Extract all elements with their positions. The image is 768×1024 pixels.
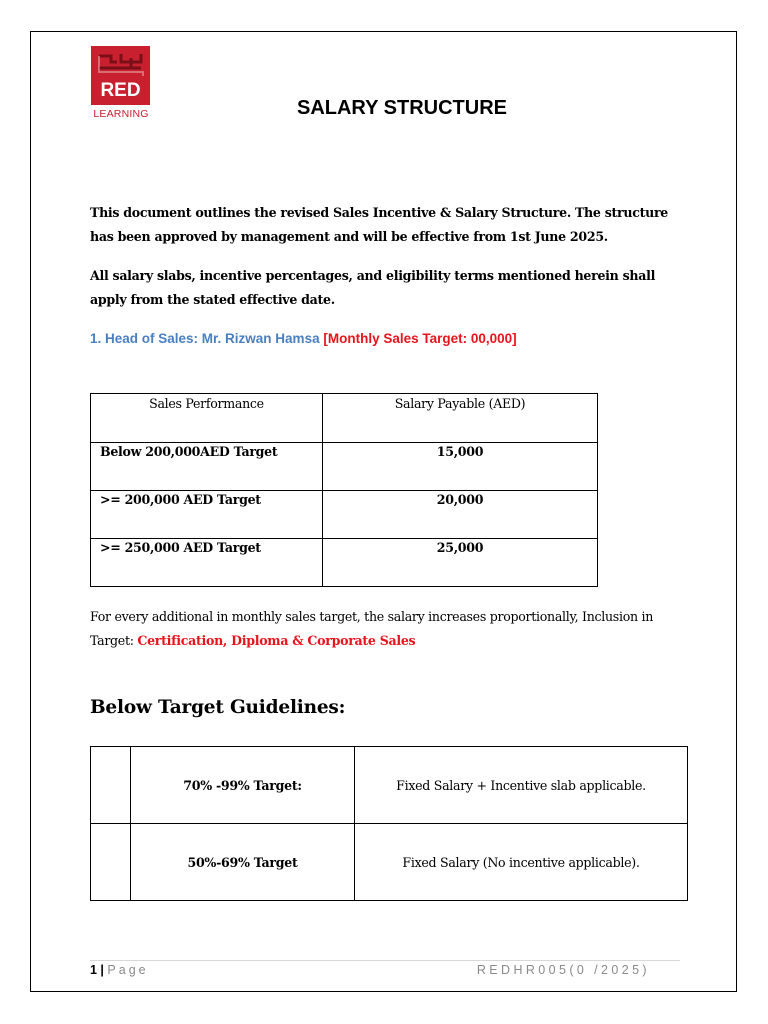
- blank-cell: [91, 747, 131, 824]
- table-row: [91, 539, 598, 587]
- table-header-row: [91, 394, 598, 443]
- footer-page-number: [90, 963, 149, 977]
- head-of-sales-label: 1. Head of Sales: Mr. Rizwan Hamsa: [90, 331, 320, 346]
- guidelines-table: [90, 746, 688, 901]
- rule-cell: Fixed Salary (No incentive applicable).: [355, 824, 688, 901]
- salary-cell: 15,000: [323, 443, 598, 491]
- table-row: [91, 491, 598, 539]
- table-row: [91, 443, 598, 491]
- performance-cell: >= 200,000 AED Target: [91, 491, 323, 539]
- column-header-salary: Salary Payable (AED): [323, 394, 598, 443]
- footer-divider: [90, 960, 680, 961]
- inclusion-note: [90, 605, 680, 653]
- target-range-cell: 50%-69% Target: [131, 824, 355, 901]
- salary-cell: 20,000: [323, 491, 598, 539]
- performance-cell: >= 250,000 AED Target: [91, 539, 323, 587]
- table-row: [91, 747, 688, 824]
- page-word: Page: [107, 963, 149, 977]
- page-title: SALARY STRUCTURE: [296, 97, 507, 119]
- head-of-sales-line: [90, 331, 690, 346]
- guidelines-heading: Below Target Guidelines:: [90, 697, 346, 718]
- intro-paragraph-1: This document outlines the revised Sales Incentive & Salary Structure. The structure has been approved by management and will be effective from 1st June 2025.: [90, 205, 669, 244]
- logo-red-text: RED: [100, 80, 141, 101]
- table-row: [91, 824, 688, 901]
- blank-cell: [91, 824, 131, 901]
- performance-cell: Below 200,000AED Target: [91, 443, 323, 491]
- monthly-target-label: [Monthly Sales Target: 00,000]: [323, 331, 517, 346]
- salary-table: [90, 393, 598, 587]
- intro-paragraph-2: All salary slabs, incentive percentages, and eligibility terms mentioned herein shall apply from the stated effective date.: [90, 268, 656, 307]
- target-range-cell: 70% -99% Target:: [131, 747, 355, 824]
- page-number: 1: [90, 963, 97, 977]
- logo-caption: LEARNING: [93, 108, 149, 120]
- salary-cell: 25,000: [323, 539, 598, 587]
- page-separator: |: [96, 963, 108, 977]
- inclusion-note-text: For every additional in monthly sales target, the salary increases proportionally, Inclusion in Target:: [90, 609, 654, 648]
- rule-cell: Fixed Salary + Incentive slab applicable.: [355, 747, 688, 824]
- column-header-performance: Sales Performance: [91, 394, 323, 443]
- inclusion-highlight: Certification, Diploma & Corporate Sales: [137, 633, 416, 648]
- document-code: REDHR005(0 /2025): [476, 963, 650, 977]
